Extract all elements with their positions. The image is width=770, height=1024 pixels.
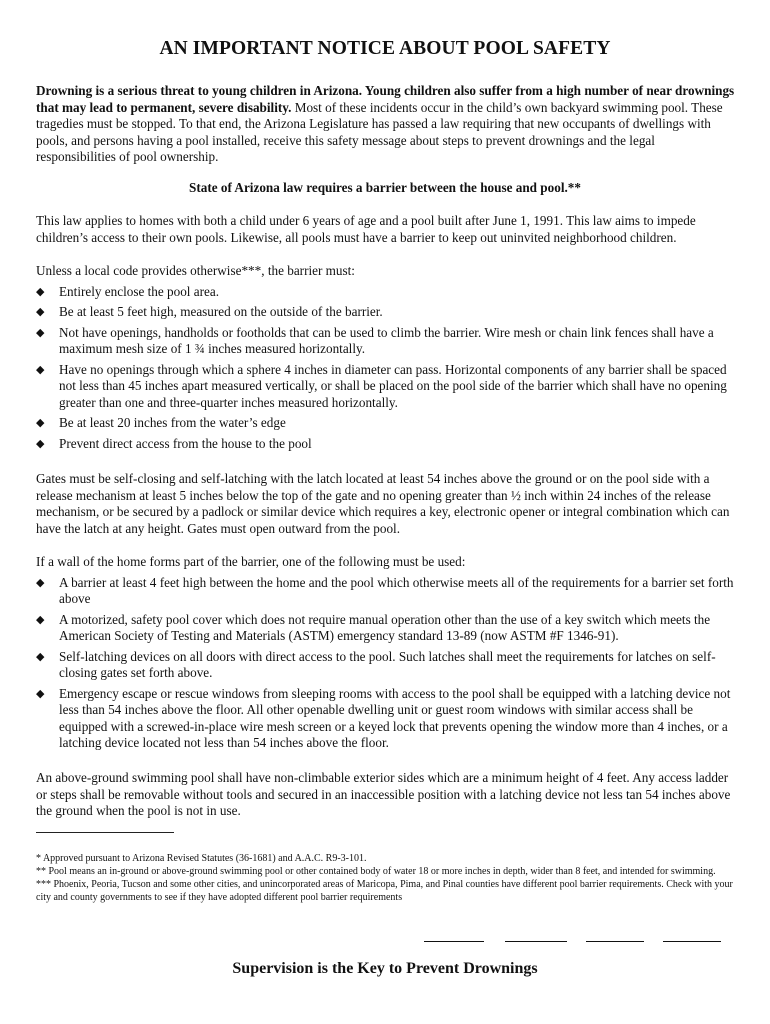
- list-item-text: Emergency escape or rescue windows from sleeping rooms with access to the pool shall be equipped with a latching device not less than 54 inches above the floor. All other openable dwelling unit or guest room windows with similar access shall be equipped with a screwed-in-place wire mesh screen or a keyed lock that prevents opening the window more than 4 inches, or a latching device located not less than 54 inches above the floor.: [59, 685, 731, 750]
- list-item: [36, 612, 738, 645]
- diamond-bullet-icon: ◆: [36, 436, 45, 450]
- wall-lead: If a wall of the home forms part of the barrier, one of the following must be used:: [36, 554, 466, 569]
- footnotes: [36, 852, 736, 904]
- intro-normal-text: Most of these incidents occur in the child’s own backyard swimming pool. These tragedies must be stopped. To that end, the Arizona Legislature has passed a law requiring that new occupants of dwellings with pools, and persons having a pool installed, receive this safety message about steps to prevent drownings and the legal responsibilities of pool ownership.: [36, 99, 723, 164]
- list-item-text: Have no openings through which a sphere 4 inches in diameter can pass. Horizontal components of any barrier shall be spaced not less than 45 inches apart measured vertically, or shall be placed on the pool side of the barrier which shall have no opening greater than one and three-quarter inches measured horizontally.: [59, 361, 727, 410]
- signature-line: [586, 941, 644, 942]
- list-item-text: A motorized, safety pool cover which does not require manual operation other than the use of a key switch which meets the American Society of Testing and Materials (ASTM) emergency standard 13-89 (now ASTM #F 1346-91).: [59, 611, 711, 643]
- signature-line: [663, 941, 721, 942]
- list-item-text: A barrier at least 4 feet high between the home and the pool which otherwise meets all of the requirements for a barrier set forth above: [59, 574, 734, 606]
- intro-paragraph: [36, 83, 738, 166]
- list-item-text: Not have openings, handholds or footholds that can be used to climb the barrier. Wire mesh or chain link fences shall have a maximum mesh size of 1 ¾ inches measured horizontally.: [59, 324, 714, 356]
- list-item: [36, 436, 738, 453]
- closing-statement: Supervision is the Key to Prevent Drownings: [232, 960, 538, 977]
- list-item-text: Be at least 20 inches from the water’s edge: [59, 415, 286, 430]
- diamond-bullet-icon: ◆: [36, 686, 45, 700]
- diamond-bullet-icon: ◆: [36, 416, 45, 429]
- diamond-bullet-icon: ◆: [36, 284, 45, 298]
- signature-line: [424, 941, 484, 942]
- list-item: [36, 686, 738, 752]
- diamond-bullet-icon: ◆: [36, 612, 45, 626]
- footnote-1: * Approved pursuant to Arizona Revised Statutes (36-1681) and A.A.C. R9-3-101.: [36, 853, 367, 864]
- list-item-text: Entirely enclose the pool area.: [59, 283, 220, 299]
- barrier-requirements-list: [36, 284, 738, 453]
- diamond-bullet-icon: ◆: [36, 305, 45, 318]
- signature-line: [505, 941, 567, 942]
- footnote-3: *** Phoenix, Peoria, Tucson and some other cities, and unincorporated areas of Maricopa, Pima, and Pinal counties have different pool barrier requirements. Check with your city and county governments to see if they have adopted different pool barrier requirements: [36, 879, 733, 903]
- list-item: [36, 649, 738, 682]
- list-item: [36, 362, 738, 412]
- barrier-lead: Unless a local code provides otherwise***, the barrier must:: [36, 263, 355, 278]
- list-item: [36, 304, 738, 321]
- list-item: [36, 575, 738, 608]
- list-item-text: Prevent direct access from the house to the pool: [59, 435, 312, 451]
- gates-paragraph: Gates must be self-closing and self-latching with the latch located at least 54 inches above the ground or on the pool side with a release mechanism at least 5 inches below the top of the gate and no opening greater than ½ inch within 24 inches of the release mechanism, or be secured by a padlock or similar device which requires a key, electronic opener or integral combination which can have the latch at any height. Gates must open outward from the pool.: [36, 471, 730, 536]
- footnote-2: ** Pool means an in-ground or above-ground swimming pool or other contained body of water 18 or more inches in depth, wider than 8 feet, and intended for swimming.: [36, 866, 716, 877]
- above-ground-paragraph: An above-ground swimming pool shall have non-climbable exterior sides which are a minimum height of 4 feet. Any access ladder or steps shall be removable without tools and secured in an inaccessible position with a latching device not less tan 54 inches above the ground when the pool is not in use.: [36, 770, 731, 818]
- document-title: AN IMPORTANT NOTICE ABOUT POOL SAFETY: [159, 38, 611, 59]
- list-item-text: Be at least 5 feet high, measured on the outside of the barrier.: [59, 304, 383, 319]
- diamond-bullet-icon: ◆: [36, 325, 45, 339]
- applies-paragraph: This law applies to homes with both a child under 6 years of age and a pool built after June 1, 1991. This law aims to impede children’s access to their own pools. Likewise, all pools must have a barrier to keep out uninvited neighborhood children.: [36, 213, 696, 245]
- intro-bold-text: Drowning is a serious threat to young children in Arizona. Young children also suffer from a high number of near drownings that may lead to permanent, severe disability.: [36, 83, 735, 115]
- list-item: [36, 284, 738, 301]
- list-item-text: Self-latching devices on all doors with direct access to the pool. Such latches shall meet the requirements for latches on self-closing gates set forth above.: [59, 648, 716, 680]
- list-item: [36, 415, 738, 432]
- barrier-section: [36, 263, 738, 452]
- wall-options-list: [36, 575, 738, 752]
- diamond-bullet-icon: ◆: [36, 362, 45, 376]
- diamond-bullet-icon: ◆: [36, 575, 45, 589]
- law-heading: State of Arizona law requires a barrier between the house and pool.**: [189, 180, 581, 195]
- footnote-divider: [36, 832, 174, 833]
- diamond-bullet-icon: ◆: [36, 649, 45, 663]
- wall-section: [36, 554, 738, 752]
- list-item: [36, 325, 738, 358]
